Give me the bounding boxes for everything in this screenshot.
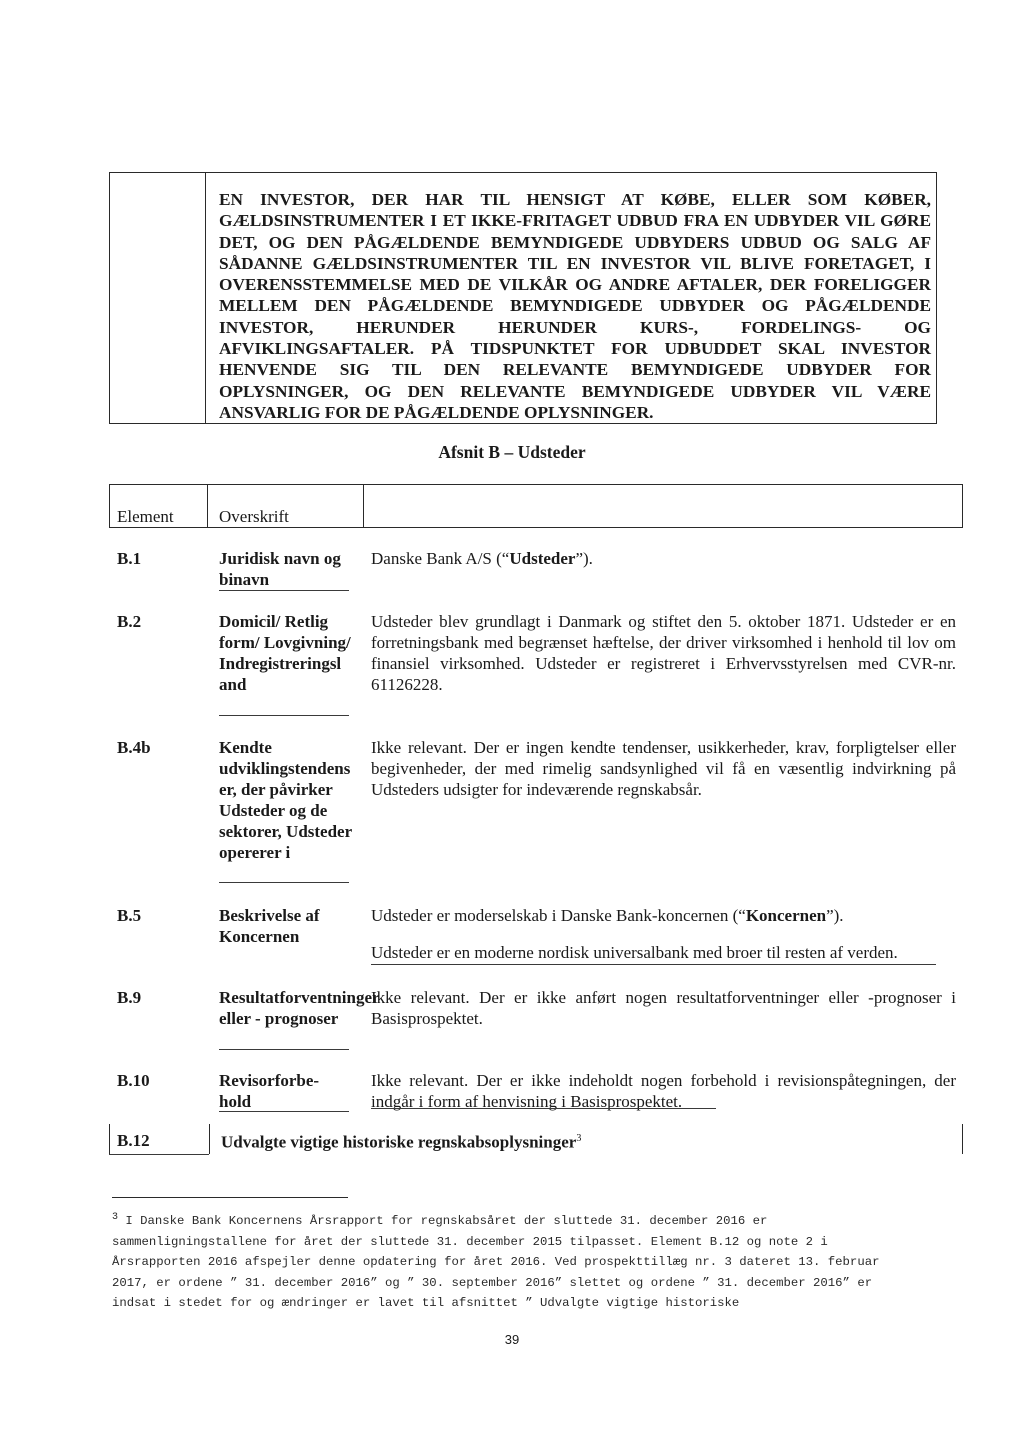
- table-right-border: [962, 484, 963, 527]
- row-b12-heading: [221, 1128, 921, 1153]
- footnote-text: I Danske Bank Koncernens Årsrapport for regnskabsåret der sluttede 31. december 2016 er sammenligningstallene for året der sluttede 31. december 2015 tilpasset. Element B.12 og note 2 i Årsrapporten 2016 afspejler denne opdatering for året 2016. Ved prospekttillæg nr. 3 dateret 13. februar 2017, er ordene ” 31. december 2016” og ” 30. september 2016” slettet og ordene ” 31. december 2016” er indsat i stedet for og ændringer er lavet til afsnittet ” Udvalgte vigtige historiske: [112, 1214, 880, 1311]
- row-b12-col-divider: [209, 1124, 210, 1154]
- table-left-border: [109, 484, 110, 527]
- row-b5-heading: Beskrivelse af Koncernen: [219, 906, 320, 946]
- row-b12-right-border: [962, 1124, 963, 1154]
- row-separator: [219, 882, 349, 883]
- row-separator: [219, 590, 349, 591]
- table-top-border: [109, 484, 963, 485]
- row-b1-content-pre: Danske Bank A/S (“: [371, 549, 510, 568]
- row-separator: [219, 1049, 349, 1050]
- row-b12-bottom-border: [109, 1154, 209, 1155]
- header-element: Element: [117, 507, 174, 526]
- section-title: Afsnit B – Udsteder: [438, 442, 586, 462]
- row-b2-content: Udsteder blev grundlagt i Danmark og stiftet den 5. oktober 1871. Udsteder er en forretningsbank med begrænset hæftelse, der driver virksomhed i henhold til lov om finansiel virksomhed. Udsteder er registreret i Erhvervsstyrelsen med CVR-nr. 61126228.: [371, 612, 956, 694]
- row-b1-content-bold: Udsteder: [509, 549, 576, 568]
- row-b12-element: B.12: [117, 1131, 150, 1150]
- row-b10-content: Ikke relevant. Der er ikke indeholdt nogen forbehold i revisionspåtegningen, der indgår i form af henvisning i Basisprospektet.: [371, 1071, 956, 1111]
- row-b1-heading: Juridisk navn og binavn: [219, 549, 341, 589]
- row-b9-content: Ikke relevant. Der er ikke anført nogen resultatforventninger eller -prognoser i Basisprospektet.: [371, 988, 956, 1028]
- footnote-marker: 3: [112, 1212, 119, 1223]
- row-b1-content: [371, 548, 956, 569]
- notice-box-divider: [205, 173, 206, 423]
- row-b2-element: B.2: [117, 612, 142, 631]
- investor-notice-box: [109, 172, 937, 424]
- row-b10-heading: Revisorforbe-hold: [219, 1071, 320, 1111]
- row-b10-element: B.10: [117, 1071, 150, 1090]
- row-b4b-heading: Kendte udviklingstendenser, der påvirker Udsteder og de sektorer, Udsteder opererer i: [219, 738, 352, 862]
- row-b1-content-post: ”).: [575, 549, 593, 568]
- footnote-ref: 3: [576, 1133, 582, 1144]
- row-b5-content-bold: Koncernen: [745, 906, 827, 925]
- row-b5-content-2: Udsteder er en moderne nordisk universalbank med broer til resten af verden.: [371, 943, 898, 962]
- row-b9-heading: Resultatforventninger eller - prognoser: [219, 988, 380, 1028]
- row-b4b-content: Ikke relevant. Der er ingen kendte tendenser, usikkerheder, krav, forpligtelser eller begivenheder, der med rimelig sandsynlighed vil få en væsentlig indvirkning på Udsteders udsigter for indeværende regnskabsår.: [371, 738, 956, 799]
- row-separator: [219, 1111, 349, 1112]
- row-b5-content: [371, 905, 956, 926]
- row-b5-element: B.5: [117, 906, 142, 925]
- header-heading: Overskrift: [219, 507, 289, 526]
- row-b9-element: B.9: [117, 988, 142, 1007]
- footnote: [112, 1208, 902, 1314]
- investor-notice-text: EN INVESTOR, DER HAR TIL HENSIGT AT KØBE, ELLER SOM KØBER, GÆLDSINSTRUMENTER I ET IKKE-FRITAGET UDBUD FRA EN UDBYDER VIL GØRE DET, OG DEN PÅGÆLDENDE BEMYNDIGEDE UDBYDERS UDBUD OG SALG AF SÅDANNE GÆLDSINSTRUMENTER TIL EN INVESTOR VIL BLIVE FORETAGET, I OVERENSSTEMMELSE MED DE VILKÅR OG ANDRE AFTALER, DER FORELIGGER MELLEM DEN PÅGÆLDENDE BEMYNDIGEDE UDBYDER OG PÅGÆLDENDE INVESTOR, HERUNDER HERUNDER KURS-, FORDELINGS- OG AFVIKLINGSAFTALER. PÅ TIDSPUNKTET FOR UDBUDDET SKAL INVESTOR HENVENDE SIG TIL DEN RELEVANTE BEMYNDIGEDE UDBYDER FOR OPLYSNINGER, OG DEN RELEVANTE BEMYNDIGEDE UDBYDER VIL VÆRE ANSVARLIG FOR DE PÅGÆLDENDE OPLYSNINGER.: [219, 190, 931, 422]
- row-separator: [219, 715, 349, 716]
- row-b2-heading: Domicil/ Retlig form/ Lovgivning/ Indregistreringsl and: [219, 612, 351, 694]
- row-b12-heading-text: Udvalgte vigtige historiske regnskabsoplysninger: [221, 1132, 577, 1152]
- footnote-rule: [112, 1197, 348, 1198]
- table-col1-divider: [207, 484, 208, 527]
- row-b4b-element: B.4b: [117, 738, 151, 757]
- row-b5-content-pre: Udsteder er moderselskab i Danske Bank-koncernen (“: [371, 906, 746, 925]
- row-separator: [371, 964, 936, 965]
- table-header-bottom-border: [109, 527, 963, 528]
- table-col2-divider: [363, 484, 364, 527]
- page-number: 39: [504, 1332, 520, 1347]
- row-b1-element: B.1: [117, 549, 142, 568]
- row-separator: [371, 1108, 716, 1109]
- row-b5-content-post: ”).: [826, 906, 844, 925]
- row-b12-left-border: [109, 1124, 110, 1154]
